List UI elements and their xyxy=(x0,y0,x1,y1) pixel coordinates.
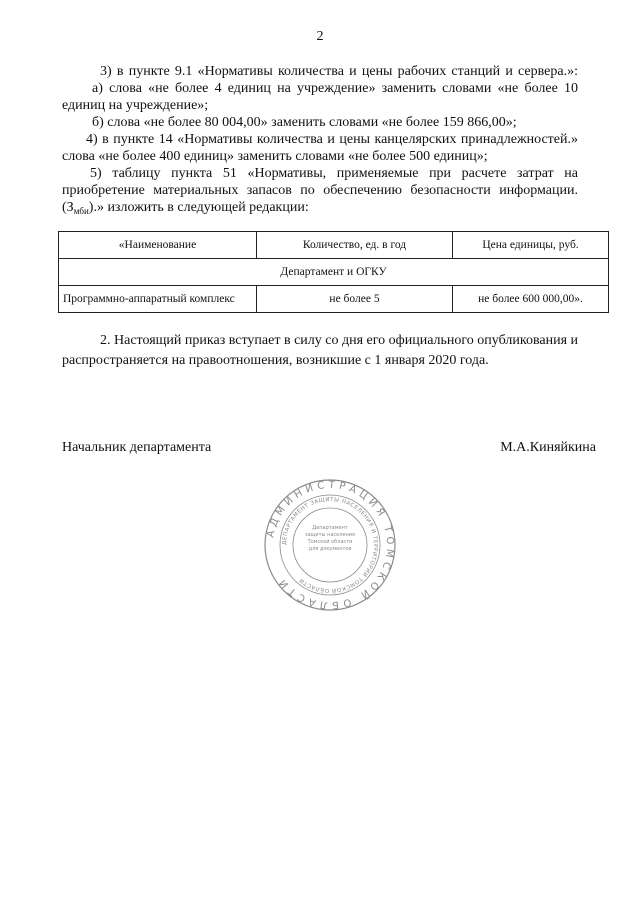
amendments-list xyxy=(62,63,578,220)
cell-quantity: не более 5 xyxy=(257,286,453,313)
item-3a: а) слова «не более 4 единиц на учреждение» заменить словами «не более 10 единиц на учреждение»; xyxy=(62,81,578,113)
header-price: Цена единицы, руб. xyxy=(453,232,609,259)
item-5-subscript: мби xyxy=(73,206,89,216)
item-5-lead: 5) таблицу пункта 51 «Нормативы, применяемые при расчете затрат на приобретение материальных запасов по обеспечению безопасности информации. (З xyxy=(62,166,578,215)
signer-name: М.А.Киняйкина xyxy=(500,440,596,455)
cell-name: Программно-аппаратный комплекс xyxy=(59,286,257,313)
item-5 xyxy=(62,165,578,220)
header-name: «Наименование xyxy=(59,232,257,259)
official-seal-stamp xyxy=(263,478,397,612)
header-quantity: Количество, ед. в год xyxy=(257,232,453,259)
item-4: 4) в пункте 14 «Нормативы количества и цены канцелярских принадлежностей.» слова «не более 400 единиц» заменить словами «не более 500 единиц»; xyxy=(62,132,578,164)
table-row xyxy=(59,286,609,313)
norms-table xyxy=(58,231,609,313)
seal-inner-text: ДЕПАРТАМЕНТ ЗАЩИТЫ НАСЕЛЕНИЯ И ТЕРРИТОРИИ ТОМСКОЙ ОБЛАСТИ xyxy=(281,496,379,594)
seal-center-text: Департамент защиты населения Томской области для документов xyxy=(304,525,356,552)
item-3-heading: 3) в пункте 9.1 «Нормативы количества и цены рабочих станций и сервера.»: xyxy=(100,64,578,79)
item-3b: б) слова «не более 80 004,00» заменить словами «не более 159 866,00»; xyxy=(92,115,517,130)
signer-title: Начальник департамента xyxy=(62,440,212,455)
group-label: Департамент и ОГКУ xyxy=(59,259,609,286)
page-number: 2 xyxy=(316,29,324,44)
cell-price: не более 600 000,00». xyxy=(453,286,609,313)
table-header-row xyxy=(59,232,609,259)
closing-paragraph: 2. Настоящий приказ вступает в силу со дня его официального опубликования и распространяется на правоотношения, возникшие с 1 января 2020 года. xyxy=(62,333,578,368)
seal-outer-text: АДМИНИСТРАЦИЯ ТОМСКОЙ ОБЛАСТИ xyxy=(265,479,396,611)
table-group-row xyxy=(59,259,609,286)
item-5-tail: ).» изложить в следующей редакции: xyxy=(88,200,309,215)
